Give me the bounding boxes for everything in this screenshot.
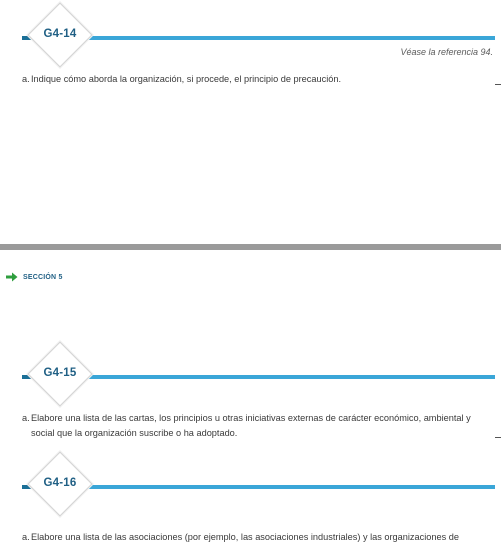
right-arrow-icon [6, 272, 18, 282]
header-rule [22, 375, 495, 379]
reference-note: Véase la referencia 94. [400, 47, 493, 57]
item-line: Elabore una lista de las asociaciones (por ejemplo, las asociaciones industriales) y las organizaciones de [31, 532, 459, 542]
item-marker: a. [22, 413, 30, 423]
indicator-item-g4-14 [22, 72, 480, 87]
indicator-item-g4-15 [22, 411, 480, 441]
right-margin-tick [495, 437, 501, 438]
item-marker: a. [22, 74, 30, 84]
item-marker: a. [22, 532, 30, 542]
indicator-code: G4-16 [43, 477, 77, 489]
indicator-code: G4-15 [43, 367, 77, 379]
section-label: SECCIÓN 5 [23, 273, 63, 281]
item-line: Elabore una lista de las cartas, los principios u otras iniciativas externas de carácter económico, ambiental y [31, 413, 471, 423]
indicator-header-g4-14 [0, 4, 501, 74]
indicator-code: G4-14 [43, 28, 77, 40]
indicator-header-g4-16 [0, 453, 501, 523]
indicator-header-g4-15 [0, 343, 501, 413]
right-margin-tick [495, 84, 501, 85]
item-line: social que la organización suscribe o ha adoptado. [31, 428, 238, 438]
header-rule [22, 485, 495, 489]
item-line: Indique cómo aborda la organización, si procede, el principio de precaución. [31, 74, 342, 84]
section-link[interactable] [6, 270, 63, 284]
header-rule [22, 36, 495, 40]
indicator-item-g4-16 [22, 530, 480, 545]
section-divider-bar [0, 244, 501, 250]
